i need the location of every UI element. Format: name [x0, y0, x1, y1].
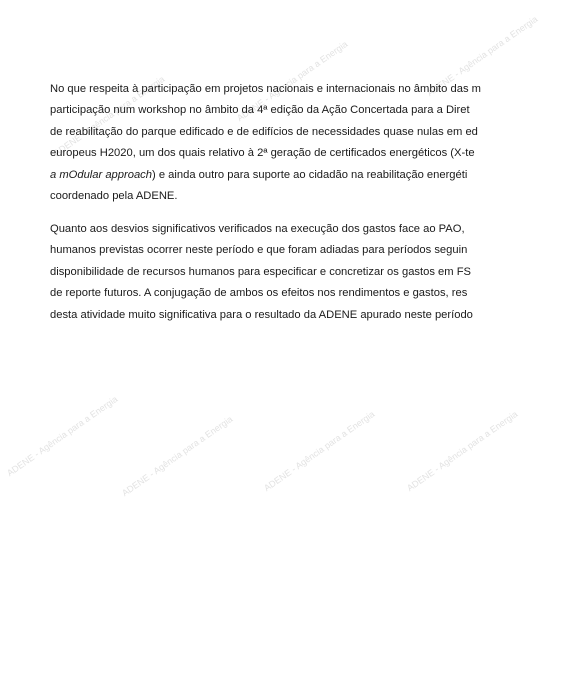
text-line: de reporte futuros. A conjugação de ambos os efeitos nos rendimentos e gastos, res — [50, 287, 468, 300]
text-line: No que respeita à participação em projetos nacionais e internacionais no âmbito das m — [50, 83, 481, 95]
text-line: coordenado pela ADENE. — [50, 190, 178, 203]
text-line: participação num workshop no âmbito da 4ª edição da Ação Concertada para a Diret — [50, 104, 470, 117]
watermark: ADENE - Agência para a Energia — [52, 73, 167, 159]
text-line: Quanto aos desvios significativos verificados na execução dos gastos face ao PAO, — [50, 223, 465, 235]
text-line: europeus H2020, um dos quais relativo à 2ª geração de certificados energéticos (X-te — [50, 147, 475, 160]
watermark: ADENE - Agência para a Energia — [425, 13, 540, 99]
text-line: disponibilidade de recursos humanos para especificar e concretizar os gastos em FS — [50, 265, 471, 278]
text-line: humanos previstas ocorrer neste período e que foram adiadas para períodos seguin — [50, 244, 468, 257]
watermark: ADENE - Agência para a Energia — [5, 393, 120, 479]
text-line: desta atividade muito significativa para o resultado da ADENE apurado neste período — [50, 308, 473, 321]
paragraph-deviations — [50, 219, 570, 326]
text-line — [50, 165, 570, 186]
watermark: ADENE - Agência para a Energia — [405, 408, 520, 494]
text-line-rest: ) e ainda outro para suporte ao cidadão na reabilitação energéti — [152, 168, 468, 181]
paragraph-projects — [50, 79, 570, 207]
watermark: ADENE - Agência para a Energia — [120, 413, 235, 499]
italic-project-name: a mOdular approach — [50, 168, 152, 181]
text-line: de reabilitação do parque edificado e de edifícios de necessidades quase nulas em ed — [50, 125, 478, 138]
watermark: ADENE - Agência para a Energia — [262, 408, 377, 494]
watermark: ADENE - Agência para a Energia — [235, 38, 350, 124]
